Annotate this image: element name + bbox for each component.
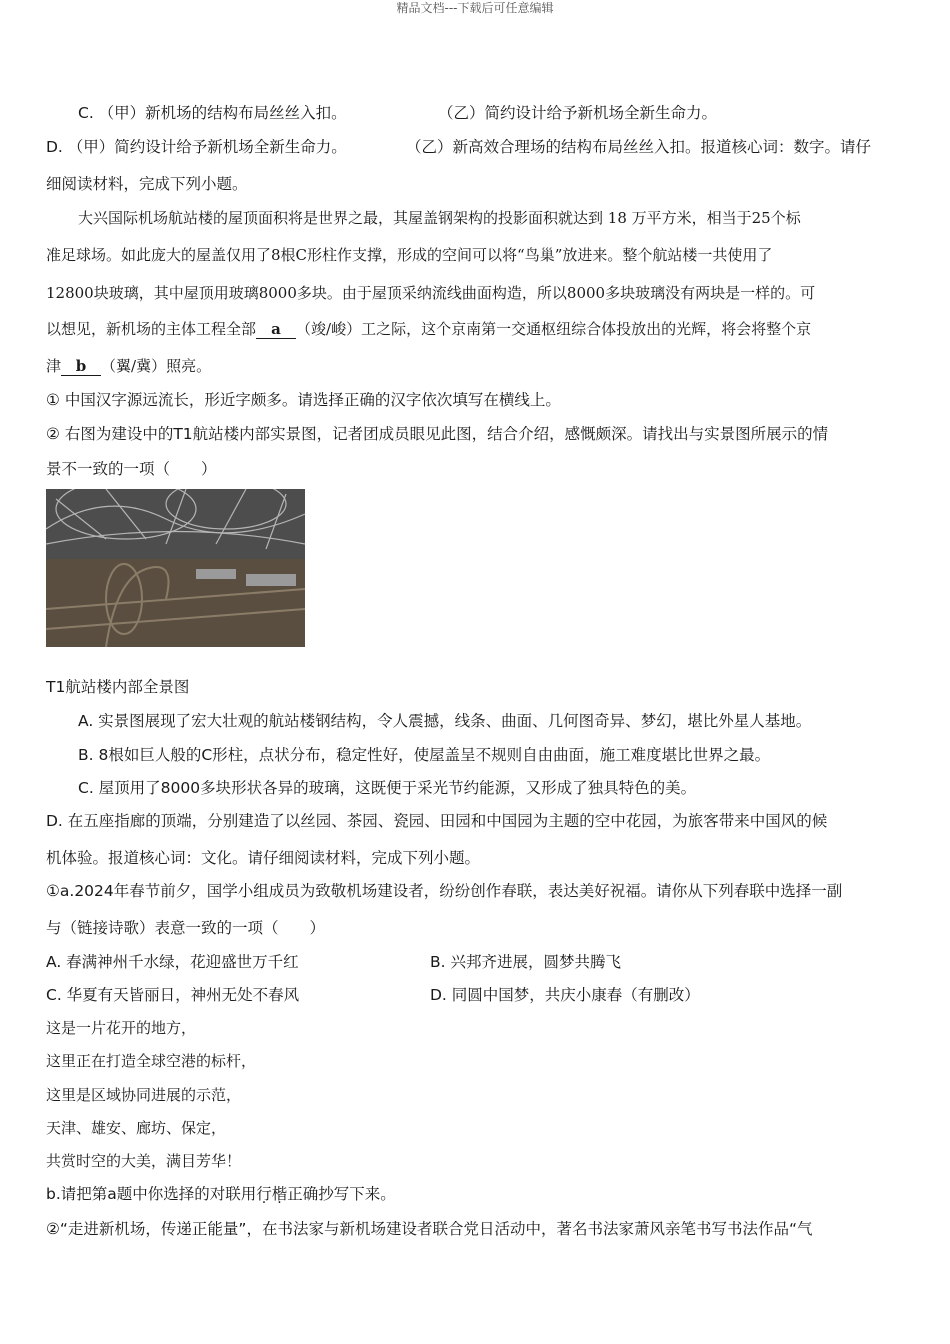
poem-line: 这是一片花开的地方， [46, 1019, 197, 1037]
photo-caption: T1航站楼内部全景图 [46, 678, 190, 696]
couplet-a: A. 春满神州千水绿，花迎盛世万千红 [46, 953, 299, 971]
sub-question-a: ①a.2024年春节前夕，国学小组成员为致敬机场建设者，纷纷创作春联，表达美好祝福。请你从下列春联中选择一副 [46, 882, 843, 900]
paragraph-line: 大兴国际机场航站楼的屋顶面积将是世界之最，其屋盖钢架构的投影面积就达到 18 万平方米，相当于25个标 [78, 209, 801, 227]
paragraph-line: 津 b （翼/冀）照亮。 [46, 357, 212, 375]
poem-line: 共赏时空的大美，满目芳华！ [46, 1152, 242, 1170]
option-b: B. 8根如巨人般的C形柱，点状分布，稳定性好，使屋盖呈不规则自由曲面，施工难度堪比世界之最。 [78, 746, 771, 764]
terminal-interior-photo [46, 489, 305, 647]
question-calligraphy: ②“走进新机场，传递正能量”，在书法家与新机场建设者联合党日活动中，著名书法家萧风亲笔书写书法作品“气 [46, 1220, 813, 1238]
option-d: D. 在五座指廊的顶端，分别建造了以丝园、茶园、瓷园、田园和中国园为主题的空中花园，为旅客带来中国风的候 [46, 812, 828, 830]
option-c-line: C. （甲）新机场的结构布局丝丝入扣。 （乙）简约设计给予新机场全新生命力。 [78, 104, 718, 122]
couplet-c: C. 华夏有天皆丽日，神州无处不春风 [46, 986, 300, 1004]
option-d-cont: 机体验。报道核心词：文化。请仔细阅读材料，完成下列小题。 [46, 849, 481, 867]
couplet-d: D. 同圆中国梦，共庆小康春（有删改） [430, 986, 700, 1004]
blank-b[interactable]: b [61, 357, 101, 376]
paragraph-line: 12800块玻璃，其中屋顶用玻璃8000多块。由于屋顶采纳流线曲面构造，所以8000多块玻璃没有两块是一样的。可 [46, 284, 816, 302]
couplet-b: B. 兴邦齐进展，圆梦共腾飞 [430, 953, 621, 971]
paragraph-line: 准足球场。如此庞大的屋盖仅用了8根C形柱作支撑，形成的空间可以将“鸟巢”放进来。整个航站楼一共使用了 [46, 246, 773, 264]
option-a: A. 实景图展现了宏大壮观的航站楼钢结构，令人震撼，线条、曲面、几何图奇异、梦幻，堪比外星人基地。 [78, 712, 812, 730]
option-c: C. 屋顶用了8000多块形状各异的玻璃，这既便于采光节约能源，又形成了独具特色的美。 [78, 779, 697, 797]
question-2-cont: 景不一致的一项（ ） [46, 460, 217, 478]
instruction-line: 细阅读材料，完成下列小题。 [46, 175, 248, 193]
question-2: ② 右图为建设中的T1航站楼内部实景图，记者团成员眼见此图，结合介绍，感慨颇深。请找出与实景图所展示的情 [46, 425, 829, 443]
paragraph-line: 以想见，新机场的主体工程全部 a （竣/峻）工之际，这个京南第一交通枢纽综合体投放出的光辉，将会将整个京 [46, 320, 812, 338]
sub-question-b: b.请把第a题中你选择的对联用行楷正确抄写下来。 [46, 1185, 396, 1203]
option-d-line: D. （甲）简约设计给予新机场全新生命力。 （乙）新高效合理场的结构布局丝丝入扣。报道核心词：数字。请仔 [46, 138, 872, 156]
page-header: 精品文档---下载后可任意编辑 [396, 1, 554, 15]
poem-line: 这里正在打造全球空港的标杆， [46, 1052, 257, 1070]
poem-line: 这里是区域协同进展的示范， [46, 1086, 242, 1104]
couplet-row-1 [46, 952, 906, 972]
couplet-row-2 [46, 985, 906, 1005]
question-1: ① 中国汉字源远流长，形近字颇多。请选择正确的汉字依次填写在横线上。 [46, 391, 561, 409]
poem-line: 天津、雄安、廊坊、保定， [46, 1119, 227, 1137]
sub-question-a-cont: 与（链接诗歌）表意一致的一项（ ） [46, 919, 326, 937]
blank-a[interactable]: a [256, 320, 296, 339]
terminal-photo-drawing [46, 489, 305, 647]
